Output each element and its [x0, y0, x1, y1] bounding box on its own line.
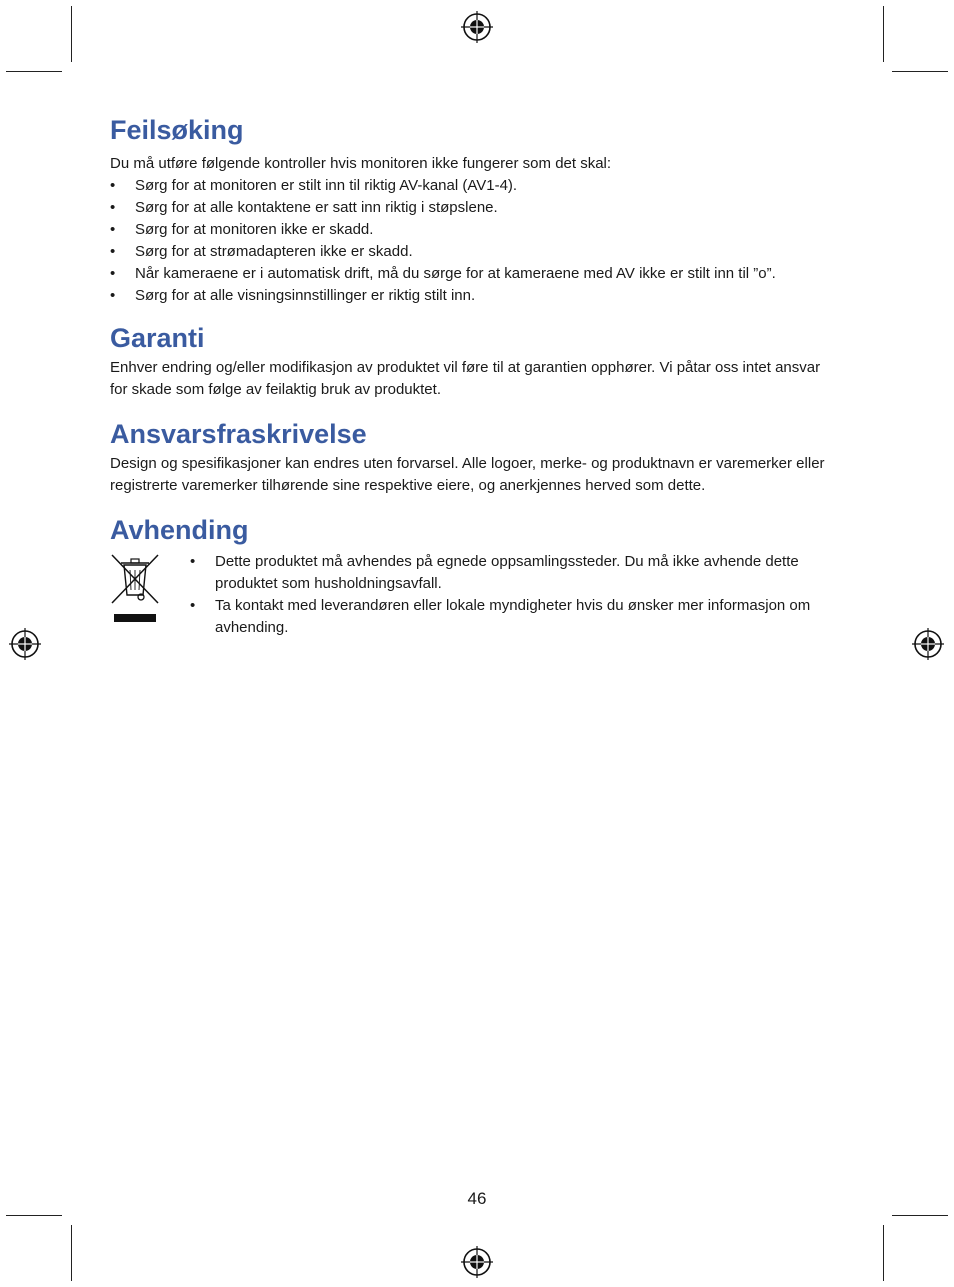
- registration-mark-icon: [460, 1245, 494, 1279]
- section-text: Design og spesifikasjoner kan endres uten forvarsel. Alle logoer, merke- og produktnavn er varemerker eller registrerte varemerker tilhørende sine respektive eiere, og anerkjennes herved som dette.: [110, 455, 825, 494]
- list-item: • Ta kontakt med leverandøren eller lokale myndigheter hvis du ønsker mer informasjon om avhending.: [190, 597, 811, 636]
- section-garanti: [110, 321, 840, 401]
- bullet: •: [110, 221, 116, 238]
- page-number: 46: [467, 1189, 487, 1208]
- section-title: Avhending: [110, 515, 249, 545]
- registration-mark-icon: [8, 627, 42, 661]
- crop-mark: [71, 6, 72, 62]
- section-title: Feilsøking: [110, 115, 244, 145]
- list-item: • Når kameraene er i automatisk drift, må du sørge for at kameraene med AV ikke er stilt inn til ”ο”.: [110, 263, 840, 285]
- bullet: •: [110, 287, 116, 304]
- crop-mark: [6, 1215, 62, 1216]
- crossed-out-wheelie-bin-icon: [110, 551, 160, 623]
- checklist: [110, 175, 840, 307]
- list-item: • Sørg for at alle visningsinnstillinger er riktig stilt inn.: [110, 285, 840, 307]
- bullet: •: [110, 265, 116, 282]
- bullet: •: [190, 597, 196, 614]
- crop-mark: [892, 71, 948, 72]
- bullet: •: [110, 199, 116, 216]
- registration-mark-icon: [460, 10, 494, 44]
- list-item: • Sørg for at strømadapteren ikke er skadd.: [110, 241, 840, 263]
- section-title: Garanti: [110, 323, 205, 353]
- bullet: •: [110, 177, 116, 194]
- disposal-list: [190, 551, 840, 639]
- section-text: Enhver endring og/eller modifikasjon av produktet vil føre til at garantien opphører. Vi påtar oss intet ansvar for skade som følge av feilaktig bruk av produktet.: [110, 359, 821, 398]
- crop-mark: [883, 6, 884, 62]
- crop-mark: [883, 1225, 884, 1281]
- section-intro: Du må utføre følgende kontroller hvis monitoren ikke fungerer som det skal:: [110, 155, 612, 172]
- section-ansvarsfraskrivelse: [110, 417, 840, 497]
- page-content: [110, 113, 840, 641]
- registration-mark-icon: [911, 627, 945, 661]
- list-item: • Sørg for at monitoren er stilt inn til riktig AV-kanal (AV1-4).: [110, 175, 840, 197]
- crop-mark: [71, 1225, 72, 1281]
- bullet: •: [110, 243, 116, 260]
- section-feilsoking: [110, 113, 840, 307]
- crop-mark: [892, 1215, 948, 1216]
- section-title: Ansvarsfraskrivelse: [110, 419, 367, 449]
- list-item: • Sørg for at monitoren ikke er skadd.: [110, 219, 840, 241]
- list-item: • Sørg for at alle kontaktene er satt inn riktig i støpslene.: [110, 197, 840, 219]
- list-item: • Dette produktet må avhendes på egnede oppsamlingssteder. Du må ikke avhende dette produktet som husholdningsavfall.: [190, 553, 799, 592]
- crop-mark: [6, 71, 62, 72]
- disposal-row: [110, 551, 840, 641]
- section-avhending: [110, 513, 840, 641]
- bullet: •: [190, 553, 196, 570]
